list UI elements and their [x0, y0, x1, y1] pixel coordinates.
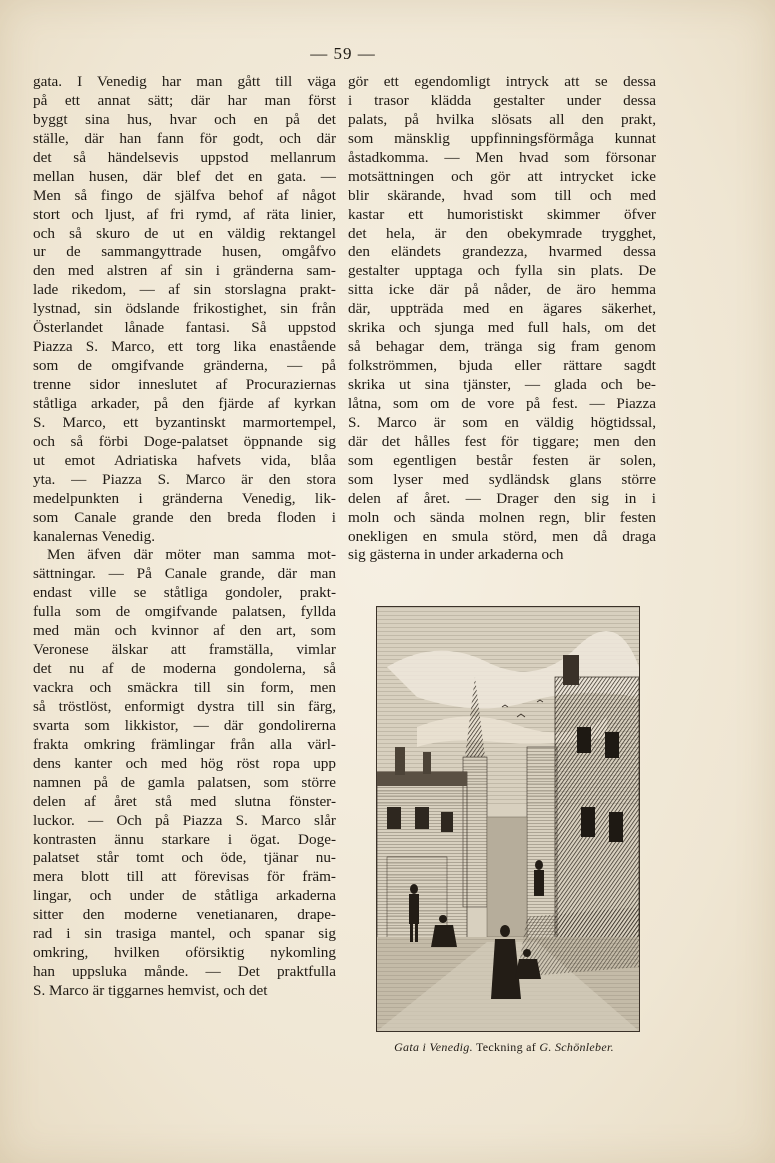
text-line: svarta som likkistor, — där gondolirerna — [33, 716, 336, 734]
text-line: så tröstlöst, enformigt dystra till sin färg, — [33, 697, 336, 715]
text-line: endast ville se ståtliga gondoler, prakt- — [33, 584, 336, 602]
text-line: gör ett egendomligt intryck att se dessa — [348, 73, 656, 90]
text-line: folkströmmen, bjuda eller rättare sagdt — [348, 357, 656, 375]
text-line: mellan husen, där blef det en gata. — — [33, 167, 336, 185]
text-line: S. Marco är tiggarnes hemvist, och det — [33, 982, 268, 999]
text-line: den med alstren af sin i gränderna sam- — [33, 262, 336, 280]
text-line: delen af året. — Drager den sig in i — [348, 489, 656, 507]
text-line: trenne sidor inneslutet af Procuraziernas — [33, 376, 336, 393]
text-line: yta. — Piazza S. Marco är den stora — [33, 470, 336, 488]
text-line: det så händelsevis uppstod mellanrum — [33, 148, 336, 166]
text-line: som de omgifvande gränderna, — på — [33, 357, 336, 375]
caption-middle: Teckning af — [475, 1040, 537, 1054]
text-line: fulla som de omgifvande palatsen, fyllda — [33, 603, 336, 621]
text-line: han uppsluka månde. — Det praktfulla — [33, 963, 336, 981]
text-line: sättningar. — På Canale grande, där man — [33, 565, 336, 583]
text-line: stort och ljust, af fri rymd, af räta linier, — [33, 205, 336, 223]
text-line: det nu af de moderna gondolerna, så — [33, 660, 336, 678]
text-line: åstadkomma. — Men hvad som försonar — [348, 148, 656, 166]
text-line: sitter den moderne venetianaren, drape- — [33, 906, 336, 924]
right-text-column — [348, 73, 656, 565]
text-line: på ett annat sätt; där har man först — [33, 91, 336, 109]
text-line: Österlandet lånade fantasi. Så uppstod — [33, 319, 336, 337]
text-line: Veronese älskar att framställa, vimlar — [33, 641, 336, 659]
text-line: den eländets grandezza, hvarmed dessa — [348, 243, 656, 261]
text-line: Men så fingo de själfva behof af något — [33, 186, 336, 204]
text-line: med män och kvinnor af den art, som — [33, 622, 336, 640]
text-line: moln och sända molnen regn, blir festen — [348, 508, 656, 526]
text-line: rad i sin trasiga mantel, och spanar sig — [33, 925, 336, 943]
text-line: byggt sina hus, hvar och en på det — [33, 110, 336, 128]
text-line: sig gästerna in under arkaderna och — [348, 546, 564, 564]
text-line: och så förbi Doge-palatset öppnande sig — [33, 432, 336, 450]
text-line: namnen på de gamla palatsen, som större — [33, 773, 336, 791]
text-line: medelpunkten i gränderna Venedig, lik- — [33, 489, 336, 507]
text-line: Men äfven där möter man samma mot- — [47, 546, 336, 564]
text-line: som mänsklig uppfinningsförmåga kunnat — [348, 129, 656, 147]
text-line: lade rikedom, — af sin storslagna prakt- — [33, 281, 336, 299]
venice-street-engraving — [377, 607, 639, 1031]
text-line: onekligen en smula störd, men då draga — [348, 527, 656, 545]
text-line: dens kanter och med hög röst ropa upp — [33, 754, 336, 772]
text-line: blir skärande, hvad som till och med — [348, 186, 656, 204]
text-line: omkring, hvilken oförsiktig nykomling — [33, 944, 336, 962]
text-line: Piazza S. Marco, ett torg lika enastående — [33, 338, 336, 356]
text-line: där, uppträda med en ägares säkerhet, — [348, 300, 656, 318]
text-line: i trasor klädda gestalter under dessa — [348, 91, 656, 109]
text-line: frakta omkring främlingar från alla värl- — [33, 735, 336, 753]
text-line: och så skuro de ut en väldig rektangel — [33, 224, 336, 242]
text-line: S. Marco, ett byzantinskt marmortempel, — [33, 413, 336, 431]
text-line: lystnad, sin ödslande frikostighet, sin från — [33, 300, 336, 318]
text-line: ställe, där han fann för godt, och där — [33, 129, 336, 147]
text-line: S. Marco är som en väldig högtidssal, — [348, 413, 656, 431]
text-line: mera blott till att förevisas för främ- — [33, 868, 336, 886]
text-line: där det hålles fest för tiggare; men den — [348, 432, 656, 450]
left-text-column — [33, 73, 336, 1001]
text-line: gata. I Venedig har man gått till väga — [33, 73, 336, 90]
text-line: lingar, och under de ståtliga arkaderna — [33, 887, 336, 905]
text-line: det hela, är den obekymrade trygghet, — [348, 224, 656, 242]
text-line: som egentligen består festen är solen, — [348, 451, 656, 469]
text-line: skrika ut sina tjänster, — glada och be- — [348, 376, 656, 393]
caption-artist: G. Schönleber. — [539, 1040, 614, 1054]
text-line: kastar ett humoristiskt skimmer öfver — [348, 205, 656, 223]
text-line: delen af året stå med slutna fönster- — [33, 792, 336, 810]
text-line: vackra och smäckra till sin form, men — [33, 679, 336, 696]
text-line: låtna, som om de vore på fest. — Piazza — [348, 394, 656, 412]
text-line: ut emot Adriatiska hafvets vida, blåa — [33, 451, 336, 469]
text-line: luckor. — Och på Piazza S. Marco slår — [33, 811, 336, 829]
text-line: sitta icke där på nåder, de äro hemma — [348, 281, 656, 299]
figure-caption — [348, 1040, 660, 1055]
text-line: gestalter upptaga och fylla sin plats. De — [348, 262, 656, 280]
text-line: palats, på hvilka slösats all den prakt, — [348, 110, 656, 128]
text-line: så behagar dem, tränga sig fram genom — [348, 338, 656, 356]
text-line: som Canale grande den breda floden i — [33, 508, 336, 526]
text-line: som lyser med sydländsk glans större — [348, 470, 656, 488]
text-line: kanalernas Venedig. — [33, 527, 156, 545]
text-line: ståtliga arkader, på den fjärde af kyrkan — [33, 394, 336, 412]
page-number: — 59 — — [310, 44, 376, 63]
text-line: ur de sammangyttrade husen, omgåfvo — [33, 243, 336, 261]
caption-title: Gata i Venedig. — [394, 1040, 473, 1054]
text-line: skrika och sjunga med full hals, om det — [348, 319, 656, 337]
text-line: kontrasten ännu starkare i ögat. Doge- — [33, 830, 336, 848]
text-line: palatset står tomt och öde, tjänar nu- — [33, 849, 336, 867]
text-line: motsättningen och gör att intrycket icke — [348, 167, 656, 185]
engraving-illustration — [376, 606, 640, 1032]
